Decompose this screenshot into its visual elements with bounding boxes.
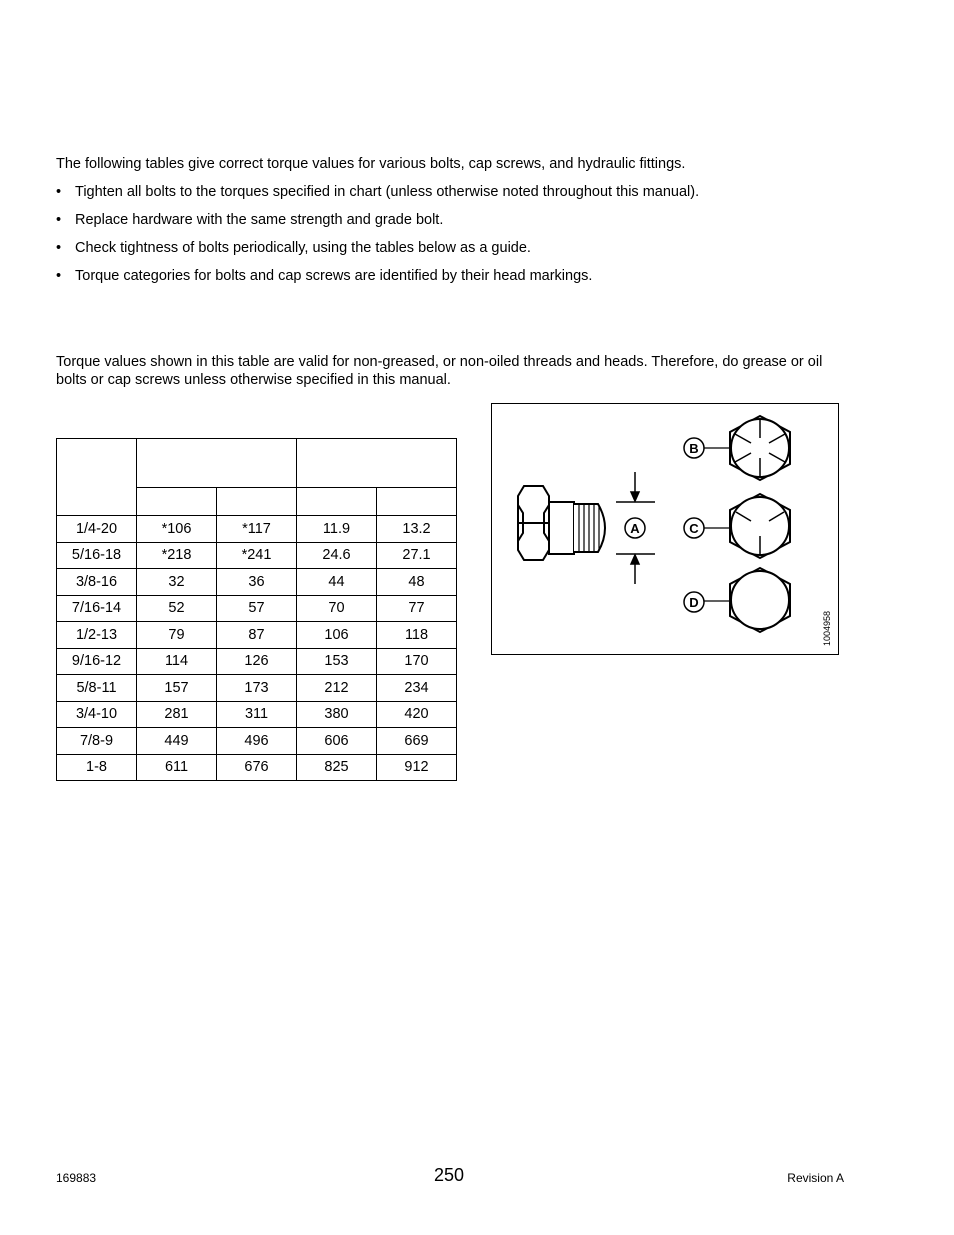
torque-note: Torque values shown in this table are valid for non-greased, or non-oiled threads and heads. Therefore, do grease or oil bolts or cap screws unless otherwise specified in this manual.	[56, 354, 823, 388]
torque-value-cell: 106	[297, 622, 377, 649]
torque-value-cell: 32	[137, 569, 217, 596]
torque-value-cell: 380	[297, 701, 377, 728]
table-row	[57, 728, 457, 755]
torque-value-cell: 24.6	[297, 542, 377, 569]
header-cell-group-1	[137, 439, 297, 488]
bolt-size-cell: 9/16-12	[57, 648, 137, 675]
bullet-item	[56, 267, 699, 295]
bolt-illustration	[492, 404, 838, 654]
bullet-mark: •	[56, 240, 62, 256]
bullet-mark: •	[56, 212, 62, 228]
table-row	[57, 622, 457, 649]
table-body	[57, 516, 457, 781]
torque-value-cell: *106	[137, 516, 217, 543]
table-row	[57, 595, 457, 622]
bolt-size-cell: 5/8-11	[57, 675, 137, 702]
torque-value-cell: 173	[217, 675, 297, 702]
table-header-row	[57, 439, 457, 488]
torque-value-cell: 114	[137, 648, 217, 675]
torque-value-cell: 36	[217, 569, 297, 596]
table-row	[57, 516, 457, 543]
header-cell-group-2	[297, 439, 457, 488]
subheader-cell	[377, 488, 457, 516]
intro-text: The following tables give correct torque values for various bolts, cap screws, and hydraulic fittings.	[56, 156, 686, 172]
torque-value-cell: 311	[217, 701, 297, 728]
torque-table	[56, 438, 457, 781]
torque-value-cell: 77	[377, 595, 457, 622]
bolt-size-cell: 5/16-18	[57, 542, 137, 569]
header-cell-size	[57, 439, 137, 516]
bolt-size-cell: 1/2-13	[57, 622, 137, 649]
table-row	[57, 648, 457, 675]
bullet-mark: •	[56, 268, 62, 284]
table-row	[57, 542, 457, 569]
bullet-list	[56, 183, 699, 295]
torque-value-cell: 126	[217, 648, 297, 675]
bolt-size-cell: 1-8	[57, 754, 137, 781]
bolt-head-markings-figure	[491, 403, 839, 655]
torque-value-cell: 79	[137, 622, 217, 649]
bolt-size-cell: 3/4-10	[57, 701, 137, 728]
table-row	[57, 754, 457, 781]
callout-a-label: A	[630, 521, 640, 536]
torque-value-cell: 44	[297, 569, 377, 596]
revision-label: Revision A	[787, 1171, 844, 1185]
callout-d-label: D	[689, 595, 699, 610]
torque-value-cell: 170	[377, 648, 457, 675]
bullet-item	[56, 211, 699, 239]
table-row	[57, 569, 457, 596]
torque-value-cell: 606	[297, 728, 377, 755]
doc-number: 169883	[56, 1171, 97, 1185]
torque-value-cell: 87	[217, 622, 297, 649]
bullet-text: Torque categories for bolts and cap screws are identified by their head markings.	[75, 268, 593, 284]
head-marking-c	[730, 494, 790, 558]
torque-value-cell: *117	[217, 516, 297, 543]
bolt-size-cell: 1/4-20	[57, 516, 137, 543]
bullet-text: Tighten all bolts to the torques specified in chart (unless otherwise noted throughout this manual).	[75, 184, 700, 200]
torque-value-cell: 912	[377, 754, 457, 781]
callout-c-label: C	[689, 521, 699, 536]
torque-value-cell: 676	[217, 754, 297, 781]
torque-value-cell: 11.9	[297, 516, 377, 543]
torque-value-cell: 212	[297, 675, 377, 702]
torque-value-cell: 13.2	[377, 516, 457, 543]
torque-value-cell: 234	[377, 675, 457, 702]
torque-value-cell: 27.1	[377, 542, 457, 569]
torque-value-cell: 825	[297, 754, 377, 781]
bolt-size-cell: 7/16-14	[57, 595, 137, 622]
torque-value-cell: 669	[377, 728, 457, 755]
torque-value-cell: 496	[217, 728, 297, 755]
table-row	[57, 675, 457, 702]
callout-b-label: B	[689, 441, 699, 456]
subheader-cell	[137, 488, 217, 516]
figure-ref-number: 1004958	[822, 610, 832, 646]
subheader-cell	[217, 488, 297, 516]
bullet-item	[56, 239, 699, 267]
torque-value-cell: 157	[137, 675, 217, 702]
torque-value-cell: 118	[377, 622, 457, 649]
torque-value-cell: 611	[137, 754, 217, 781]
torque-value-cell: 153	[297, 648, 377, 675]
torque-value-cell: 449	[137, 728, 217, 755]
bullet-mark: •	[56, 184, 62, 200]
bullet-item	[56, 183, 699, 211]
bolt-size-cell: 7/8-9	[57, 728, 137, 755]
head-marking-b	[730, 416, 790, 480]
page-number: 250	[434, 1165, 465, 1185]
table-row	[57, 701, 457, 728]
torque-value-cell: 420	[377, 701, 457, 728]
bullet-text: Replace hardware with the same strength and grade bolt.	[75, 212, 444, 228]
torque-value-cell: 281	[137, 701, 217, 728]
bullet-text: Check tightness of bolts periodically, using the tables below as a guide.	[75, 240, 531, 256]
torque-value-cell: 57	[217, 595, 297, 622]
subheader-cell	[297, 488, 377, 516]
bolt-size-cell: 3/8-16	[57, 569, 137, 596]
torque-value-cell: *241	[217, 542, 297, 569]
torque-value-cell: *218	[137, 542, 217, 569]
head-marking-d	[730, 568, 790, 632]
torque-value-cell: 52	[137, 595, 217, 622]
torque-value-cell: 48	[377, 569, 457, 596]
torque-value-cell: 70	[297, 595, 377, 622]
bolt-side-view	[518, 486, 605, 560]
